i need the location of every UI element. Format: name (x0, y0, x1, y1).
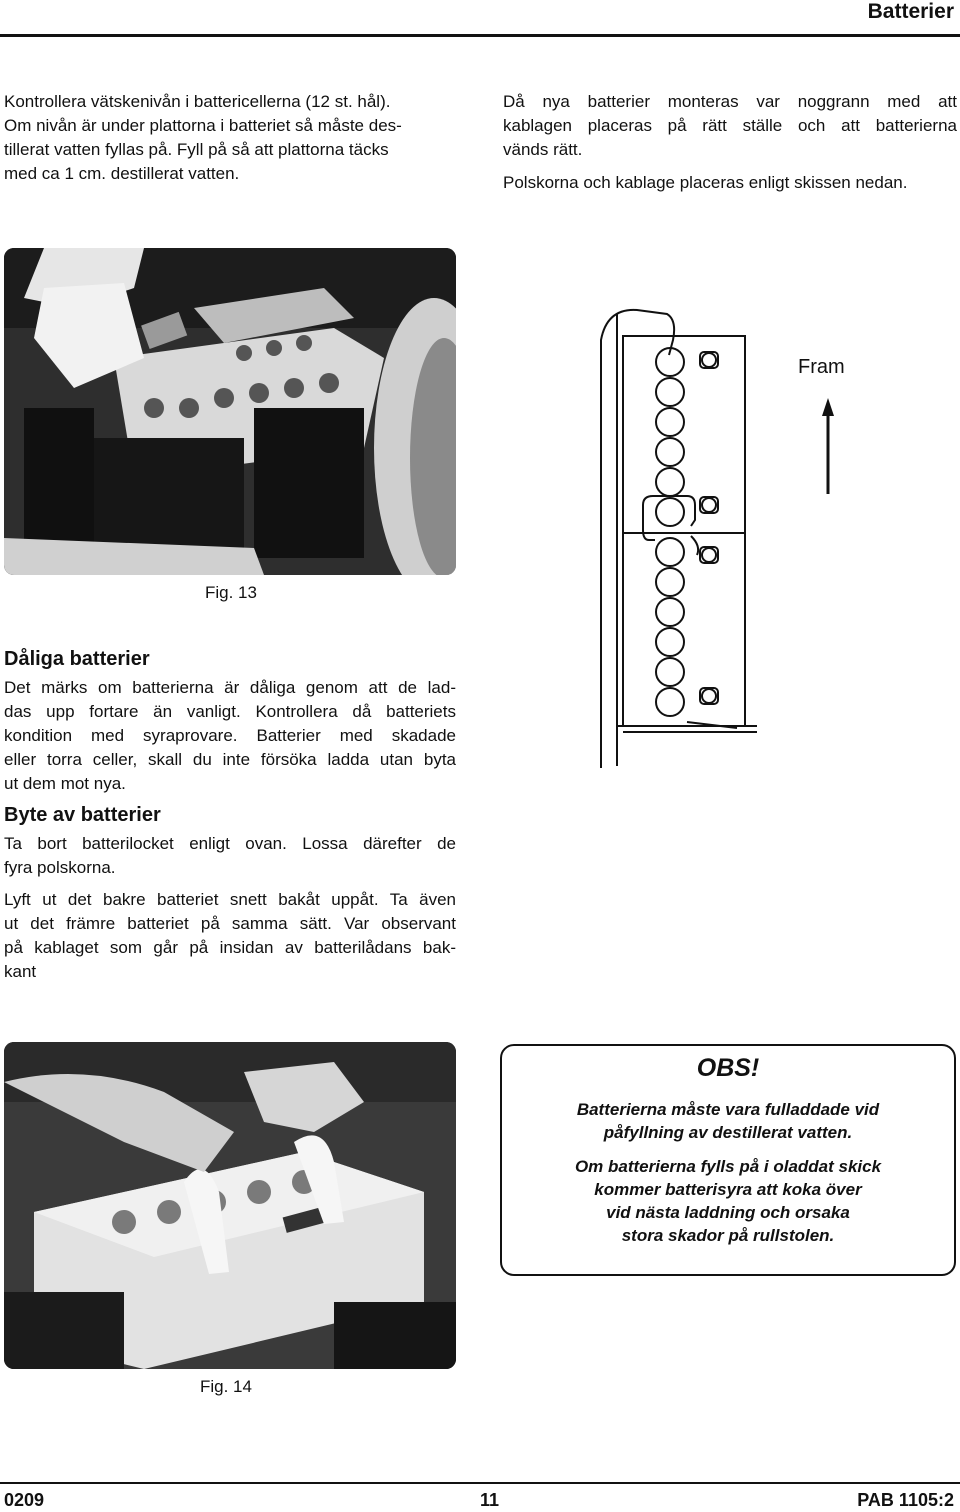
section-heading-replace-batteries: Byte av batterier (4, 804, 161, 826)
text-line: kondition med syraprovare. Batterier med skadade (4, 726, 456, 745)
text-line: Ta bort batterilocket enligt ovan. Lossa därefter de (4, 834, 456, 853)
text-line: vänds rätt. (503, 140, 583, 159)
battery-lifting-photo (4, 1042, 456, 1369)
text-line: Det märks om batterierna är dåliga genom att de lad- (4, 678, 456, 697)
warning-text-line: påfyllning av destillerat vatten. (603, 1123, 853, 1142)
text-line: Polskorna och kablage placeras enligt skissen nedan. (503, 173, 908, 192)
text-line: eller torra celler, skall du inte försöka ladda utan byta (4, 750, 456, 769)
text-line: kant (4, 962, 37, 981)
text-line: tillerat vatten fyllas på. Fyll på så att plattorna täcks (4, 140, 389, 159)
text-line: das upp fortare än vanligt. Kontrollera då batteriets (4, 702, 456, 721)
warning-box (500, 1044, 956, 1276)
text-line: ut dem mot nya. (4, 774, 126, 793)
text-line: ut det främre batteriet på samma sätt. Var observant (4, 914, 456, 933)
figure-14-caption: Fig. 14 (200, 1377, 252, 1396)
section-heading-bad-batteries: Dåliga batterier (4, 648, 150, 670)
text-line: kablagen placeras på rätt ställe och att batterierna (503, 116, 957, 135)
warning-text-line: kommer batterisyra att koka över (594, 1180, 862, 1199)
footer-document-code: PAB 1105:2 (857, 1490, 954, 1510)
text-line: med ca 1 cm. destillerat vatten. (4, 164, 240, 183)
front-label: Fram (798, 356, 845, 378)
warning-text-line: vid nästa laddning och orsaka (606, 1203, 850, 1222)
front-arrow-icon (820, 398, 836, 494)
footer-date-code: 0209 (4, 1490, 45, 1510)
figure-13-caption: Fig. 13 (205, 583, 257, 602)
footer-rule (0, 1482, 960, 1484)
warning-text-line: Om batterierna fylls på i oladdat skick (574, 1157, 882, 1176)
header-rule (0, 34, 960, 37)
text-line: på kablaget som går på insidan av batterilådans bak- (4, 938, 456, 957)
page-header-title: Batterier (867, 0, 954, 23)
text-line: Kontrollera vätskenivån i battericellerna (12 st. hål). (4, 92, 391, 111)
text-line: Lyft ut det bakre batteriet snett bakåt uppåt. Ta även (4, 890, 456, 909)
warning-title: OBS! (696, 1054, 760, 1082)
text-line: Då nya batterier monteras var noggrann med att (503, 92, 957, 111)
warning-text-line: Batterierna måste vara fulladdade vid (576, 1100, 880, 1119)
page-number: 11 (480, 1490, 500, 1510)
battery-refill-photo (4, 248, 456, 575)
text-line: Om nivån är under plattorna i batteriet så måste des- (4, 116, 402, 135)
warning-text-line: stora skador på rullstolen. (621, 1226, 835, 1245)
text-line: fyra polskorna. (4, 858, 116, 877)
